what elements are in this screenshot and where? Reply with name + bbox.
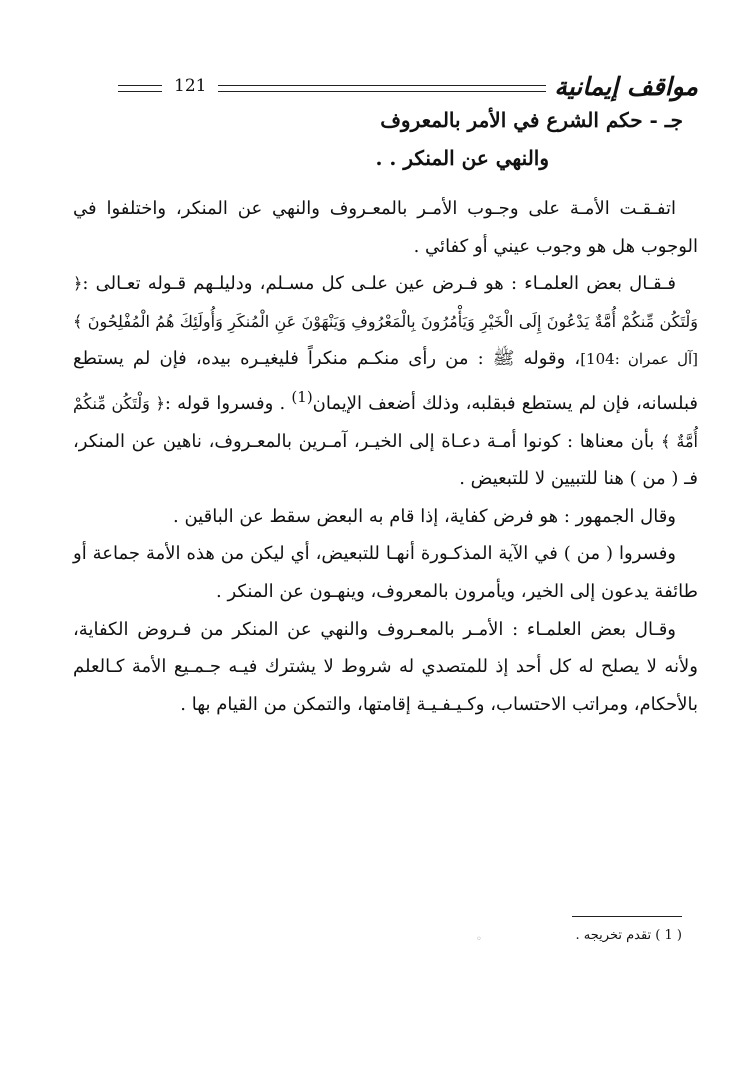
header-rule: [218, 85, 546, 92]
footnote-marker: (1): [291, 387, 313, 406]
paragraph: وقـال بعض العلمـاء : الأمـر بالمعـروف والنهي عن المنكر من فـروض الكفاية، ولأنه لا يصلح له كل أحد إذ للمتصدي له شروط لا يشترك فيـه جـمـيع الأمة كـالعلم بالأحكام، ومراتب الاحتساب، وكـيـفـيـة إقامتها، والتمكن من القيام بها .: [73, 618, 698, 715]
paragraph-text: بأن معناها : كونوا أمـة دعـاة إلى الخيـر، آمـرين بالمعـروف، ناهين عن المنكر، فـ ( من ) هنا للتبيين لا للتبعيض .: [73, 430, 698, 490]
header-rule-short: [118, 85, 162, 92]
body-text: [73, 190, 698, 723]
paragraph: اتفـقـت الأمـة على وجـوب الأمـر بالمعـروف والنهي عن المنكر، واختلفوا في الوجوب هل هو وجوب عيني أو كفائي .: [73, 198, 698, 257]
paragraph-text: فـقـال بعض العلمـاء : هو فـرض عين علـى كل مسـلم، ودليلـهم قـوله تعـالى :: [82, 273, 676, 295]
paragraph: وفسروا ( من ) في الآية المذكـورة أنهـا للتبعيض، أي ليكن من هذه الأمة جماعة أو طائفة يدعون إلى الخير، ويأمرون بالمعروف، وينهـون عن المنكر .: [73, 543, 698, 602]
running-title: مواقف إيمانية: [554, 71, 698, 101]
paragraph-text: . وفسروا قوله :: [164, 392, 292, 414]
section-heading: جـ - حكم الشرع في الأمر بالمعروف: [380, 108, 683, 132]
quran-verse: ﴿ وَلْتَكُن مِّنكُمْ أُمَّةٌ يَدْعُونَ إِلَى الْخَيْرِ وَيَأْمُرُونَ بِالْمَعْرُوفِ وَيَنْهَوْنَ عَنِ الْمُنكَرِ وَأُولَئِكَ هُمُ الْمُفْلِحُونَ ﴾: [73, 274, 699, 331]
paragraph-text: ، وقوله ﷺ : من رأى منكـم منكراً فليغيـره بيده، فإن لم يستطع فبلسانه، فإن لم يستطع فبقلبه، وذلك أضعف الإيمان: [73, 348, 698, 414]
ink-speck: ◦: [476, 934, 482, 945]
paragraph: [73, 265, 698, 498]
quran-verse: ﴿ وَلْتَكُن مِّنكُمْ أُمَّةٌ ﴾: [73, 393, 698, 451]
section-heading-continued: والنهي عن المنكر . .: [375, 146, 549, 170]
running-header: [118, 66, 698, 106]
page-number: 121: [174, 76, 207, 96]
paragraph: وقال الجمهور : هو فرض كفاية، إذا قام به البعض سقط عن الباقين .: [173, 505, 676, 527]
footnote: ( 1 ) تقدم تخريجه .: [575, 928, 682, 943]
footnote-separator: [572, 916, 682, 917]
verse-reference: [آل عمران :104]: [580, 350, 699, 369]
